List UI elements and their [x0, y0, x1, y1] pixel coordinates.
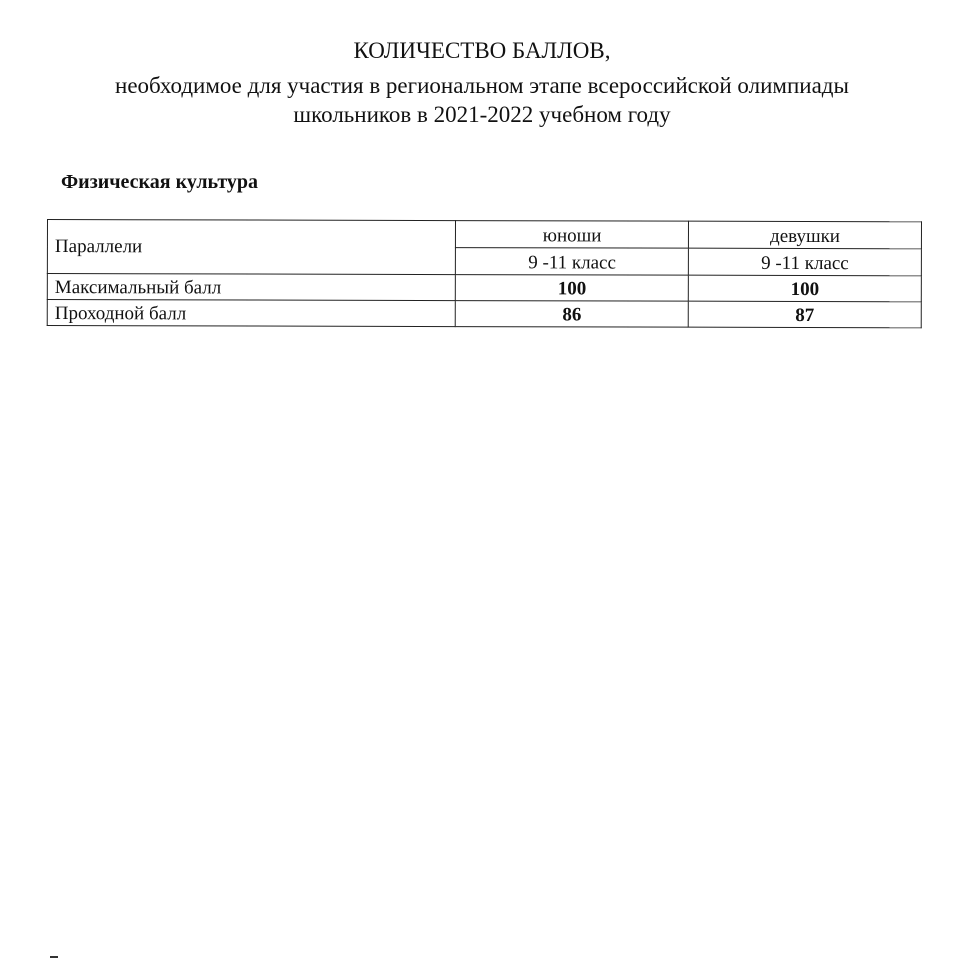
subject-heading: Физическая культура	[61, 171, 259, 193]
passing-score-girls: 87	[688, 301, 921, 328]
row-label-max-score: Максимальный балл	[47, 274, 455, 301]
parallels-header-cell: Параллели	[47, 220, 455, 275]
grade-cell-girls: 9 -11 класс	[688, 248, 921, 276]
table-row	[47, 300, 921, 328]
max-score-boys: 100	[456, 275, 689, 302]
table-row	[47, 274, 921, 302]
max-score-girls: 100	[688, 275, 921, 302]
passing-score-boys: 86	[455, 301, 688, 328]
document-subtitle-line-2: школьников в 2021-2022 учебном году	[293, 102, 671, 127]
group-header-boys: юноши	[456, 221, 689, 249]
document-title: КОЛИЧЕСТВО БАЛЛОВ,	[353, 38, 611, 63]
group-header-girls: девушки	[689, 221, 922, 249]
cut-off-text-fragment	[50, 956, 58, 964]
table-header-row	[47, 220, 921, 249]
grade-cell-boys: 9 -11 класс	[456, 248, 689, 276]
document-subtitle-line-1: необходимое для участия в региональном этапе всероссийской олимпиады	[115, 73, 849, 98]
row-label-passing-score: Проходной балл	[47, 300, 455, 327]
score-table	[47, 219, 922, 328]
